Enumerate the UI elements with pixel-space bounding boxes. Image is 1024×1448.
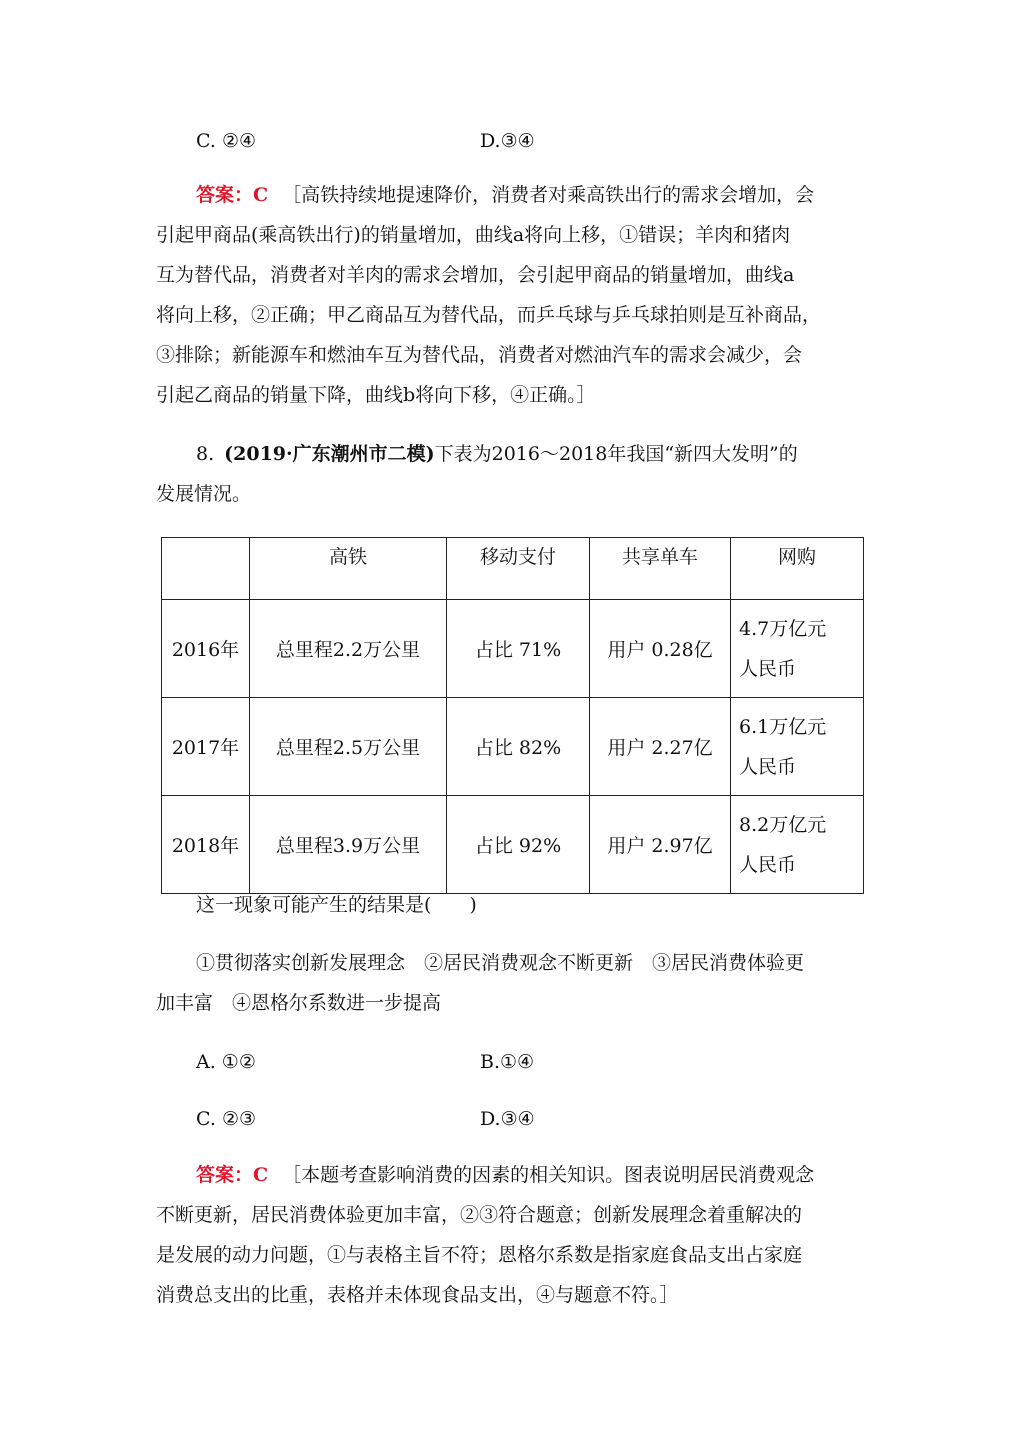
question-prompt: 这一现象可能产生的结果是( ) — [196, 894, 477, 916]
prev-answer-first-line — [196, 183, 814, 207]
prev-answer-text-2: 互为替代品，消费者对羊肉的需求会增加，会引起甲商品的销量增加，曲线a — [156, 264, 795, 286]
prev-answer-text-0: ［高铁持续地提速降价，消费者对乘高铁出行的需求会增加，会 — [282, 184, 815, 206]
table-header-row — [162, 538, 864, 600]
table-cell-year: 2017年 — [162, 698, 250, 796]
table-row — [162, 600, 864, 698]
table-cell-payment: 占比 71% — [447, 600, 590, 698]
prev-answer-text-4: ③排除；新能源车和燃油车互为替代品，消费者对燃油汽车的需求会减少，会 — [156, 344, 803, 366]
option-d: D.③④ — [480, 1108, 535, 1130]
shopping-currency: 人民币 — [739, 853, 797, 876]
prev-answer-label: 答案：C — [196, 184, 269, 206]
option-c: C. ②③ — [196, 1108, 257, 1130]
answer-text-2: 是发展的动力问题，①与表格主旨不符；恩格尔系数是指家庭食品支出占家庭 — [156, 1244, 803, 1266]
table-header-empty — [162, 538, 250, 600]
development-table — [161, 537, 864, 894]
table-cell-bike: 用户 2.27亿 — [590, 698, 731, 796]
table-cell-rail: 总里程3.9万公里 — [250, 796, 447, 894]
statements-line-a: ①贯彻落实创新发展理念 ②居民消费观念不断更新 ③居民消费体验更 — [196, 952, 805, 974]
question-source: (2019·广东潮州市二模) — [224, 443, 435, 465]
table-header-bike: 共享单车 — [590, 538, 731, 600]
answer-text-1: 不断更新，居民消费体验更加丰富，②③符合题意；创新发展理念着重解决的 — [156, 1204, 803, 1226]
table-cell-rail: 总里程2.2万公里 — [250, 600, 447, 698]
shopping-amount: 4.7万亿元 — [739, 617, 827, 640]
prev-answer-text-1: 引起甲商品(乘高铁出行)的销量增加，曲线a将向上移，①错误；羊肉和猪肉 — [156, 224, 791, 246]
question-number: 8. — [196, 443, 215, 465]
prev-answer-text-5: 引起乙商品的销量下降，曲线b将向下移，④正确。］ — [156, 384, 596, 406]
table-header-shopping: 网购 — [731, 538, 864, 600]
option-b: B.①④ — [480, 1051, 535, 1073]
question-stem-b: 发展情况。 — [156, 483, 252, 505]
prev-option-c: C. ②④ — [196, 130, 257, 152]
table-cell-year: 2018年 — [162, 796, 250, 894]
question-stem-a: 下表为2016～2018年我国“新四大发明”的 — [434, 443, 798, 465]
answer-first-line — [196, 1163, 814, 1187]
table-cell-payment: 占比 92% — [447, 796, 590, 894]
option-a: A. ①② — [196, 1051, 256, 1073]
shopping-amount: 6.1万亿元 — [739, 715, 827, 738]
table-cell-bike: 用户 2.97亿 — [590, 796, 731, 894]
table-row — [162, 698, 864, 796]
shopping-currency: 人民币 — [739, 657, 797, 680]
table-cell-shopping — [731, 600, 864, 698]
answer-label: 答案：C — [196, 1164, 269, 1186]
table-cell-shopping — [731, 796, 864, 894]
table-cell-payment: 占比 82% — [447, 698, 590, 796]
shopping-currency: 人民币 — [739, 755, 797, 778]
answer-text-0: ［本题考查影响消费的因素的相关知识。图表说明居民消费观念 — [282, 1164, 815, 1186]
table-cell-bike: 用户 0.28亿 — [590, 600, 731, 698]
question-8-stem — [196, 442, 798, 466]
table-header-rail: 高铁 — [250, 538, 447, 600]
table-cell-year: 2016年 — [162, 600, 250, 698]
prev-option-d: D.③④ — [480, 130, 535, 152]
table-row — [162, 796, 864, 894]
prev-answer-text-3: 将向上移，②正确；甲乙商品互为替代品，而乒乓球与乒乓球拍则是互补商品， — [156, 304, 822, 326]
answer-text-3: 消费总支出的比重，表格并未体现食品支出，④与题意不符。］ — [156, 1284, 679, 1306]
table-cell-shopping — [731, 698, 864, 796]
table-header-payment: 移动支付 — [447, 538, 590, 600]
statements-line-b: 加丰富 ④恩格尔系数进一步提高 — [156, 992, 442, 1014]
shopping-amount: 8.2万亿元 — [739, 813, 827, 836]
table-cell-rail: 总里程2.5万公里 — [250, 698, 447, 796]
